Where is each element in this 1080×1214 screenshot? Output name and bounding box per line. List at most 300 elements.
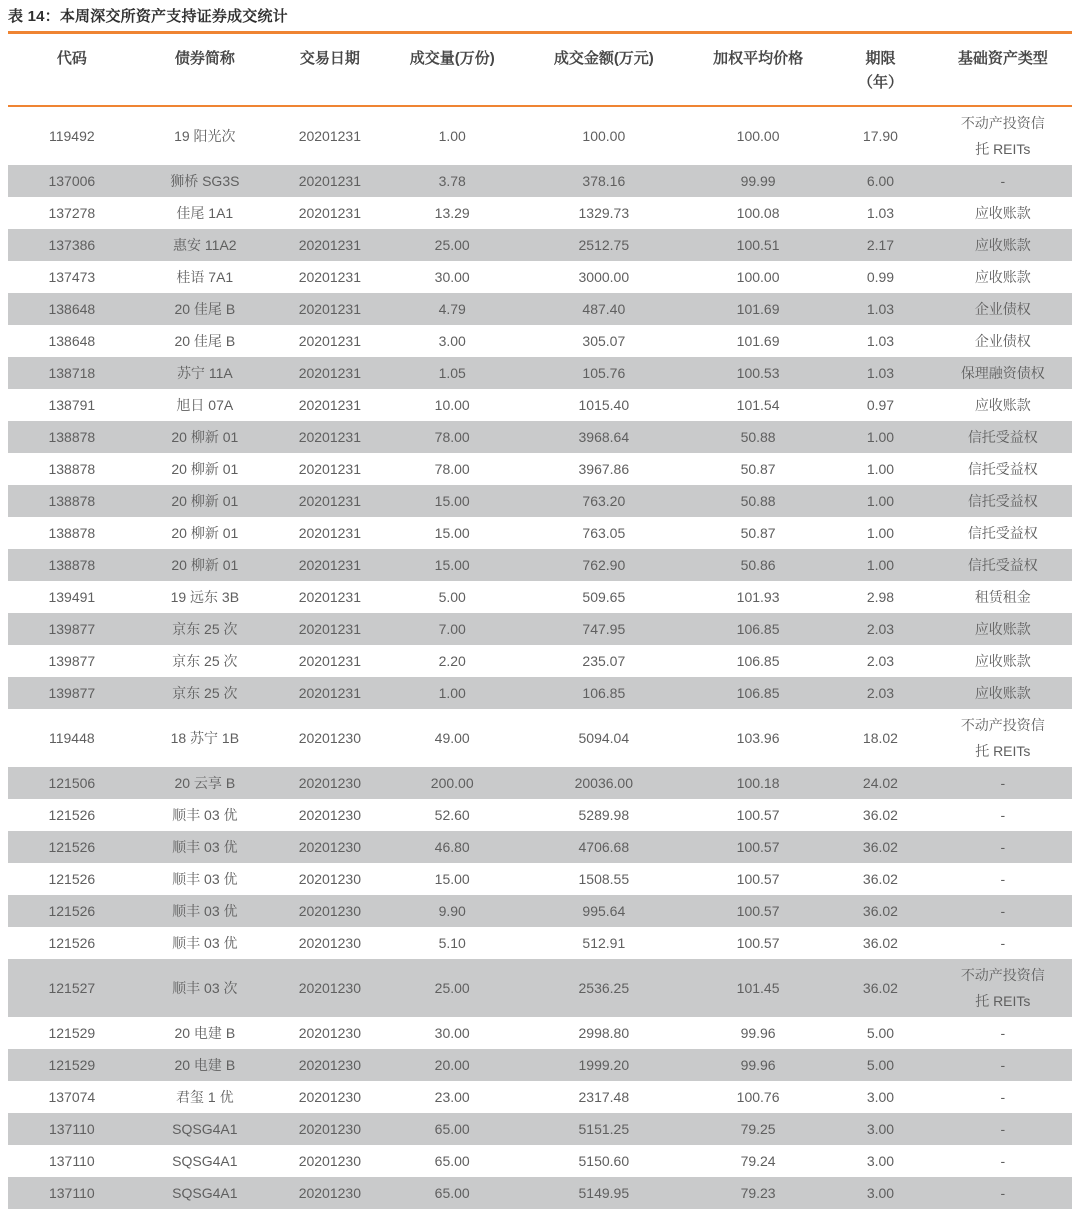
cell-code: 138648 [48, 333, 96, 349]
cell-term: 1.03 [866, 365, 895, 381]
cell-code: 138878 [48, 525, 96, 541]
cell-code: 137278 [48, 205, 96, 221]
cell-code: 137473 [48, 269, 96, 285]
cell-date: 20201231 [298, 653, 361, 669]
cell-date: 20201230 [298, 1057, 361, 1073]
cell-asset_type: - [1000, 871, 1006, 887]
cell-date: 20201230 [298, 839, 361, 855]
cell-date: 20201230 [298, 1121, 361, 1137]
cell-code: 139491 [48, 589, 96, 605]
cell-date: 20201231 [298, 173, 361, 189]
cell-date: 20201230 [298, 730, 361, 746]
cell-code: 138878 [48, 429, 96, 445]
cell-name: 20 柳新 01 [171, 493, 239, 509]
cell-price: 106.85 [736, 653, 780, 669]
table-row [8, 613, 1072, 645]
cell-price: 99.99 [740, 173, 776, 189]
col-header-asset-type: 基础资产类型 [934, 34, 1072, 106]
cell-date: 20201230 [298, 935, 361, 951]
cell-name: 京东 25 次 [172, 653, 238, 669]
cell-price: 50.87 [740, 525, 776, 541]
cell-asset_type: 应收账款 [974, 653, 1031, 669]
cell-term: 36.02 [862, 903, 898, 919]
cell-date: 20201230 [298, 1089, 361, 1105]
cell-code: 121526 [48, 903, 96, 919]
cell-volume: 9.90 [438, 903, 466, 919]
cell-date: 20201231 [298, 429, 361, 445]
table-row [8, 357, 1072, 389]
cell-term: 3.00 [866, 1121, 895, 1137]
col-header-name: 债券简称 [136, 34, 274, 106]
cell-asset_type: - [1000, 1121, 1006, 1137]
cell-volume: 15.00 [434, 557, 470, 573]
cell-volume: 78.00 [434, 461, 470, 477]
table-row [8, 767, 1072, 799]
cell-code: 137110 [48, 1153, 95, 1169]
table-header [8, 34, 1072, 106]
cell-asset_type: - [1000, 807, 1006, 823]
table-row [8, 645, 1072, 677]
cell-code: 121527 [48, 980, 96, 996]
cell-code: 138791 [48, 397, 96, 413]
cell-asset_type: - [1000, 775, 1006, 791]
cell-asset_type: 信托受益权 [967, 557, 1038, 573]
cell-volume: 1.00 [438, 128, 466, 144]
cell-term: 1.03 [866, 205, 895, 221]
cell-price: 50.87 [740, 461, 776, 477]
cell-amount: 995.64 [582, 903, 626, 919]
cell-amount: 3967.86 [578, 461, 630, 477]
cell-asset_type: 信托受益权 [967, 461, 1038, 477]
cell-name: 旭日 07A [176, 397, 234, 413]
table-row [8, 1081, 1072, 1113]
table-row [8, 261, 1072, 293]
cell-price: 100.57 [736, 903, 780, 919]
cell-date: 20201231 [298, 621, 361, 637]
cell-price: 106.85 [736, 621, 780, 637]
cell-term: 0.99 [866, 269, 895, 285]
cell-amount: 2998.80 [578, 1025, 630, 1041]
cell-term: 17.90 [862, 128, 898, 144]
cell-date: 20201230 [298, 775, 361, 791]
cell-code: 138648 [48, 301, 96, 317]
col-header-price: 加权平均价格 [689, 34, 827, 106]
cell-amount: 2536.25 [578, 980, 630, 996]
cell-date: 20201231 [298, 461, 361, 477]
cell-date: 20201230 [298, 807, 361, 823]
abs-trading-table [8, 34, 1072, 1209]
cell-volume: 3.00 [438, 333, 466, 349]
cell-name: 顺丰 03 优 [172, 903, 238, 919]
cell-volume: 65.00 [434, 1121, 470, 1137]
cell-amount: 5150.60 [578, 1153, 630, 1169]
cell-amount: 1999.20 [578, 1057, 630, 1073]
cell-date: 20201230 [298, 1153, 361, 1169]
cell-name: 惠安 11A2 [173, 237, 237, 253]
cell-term: 2.98 [866, 589, 895, 605]
table-row [8, 1177, 1072, 1209]
table-row [8, 197, 1072, 229]
cell-term: 36.02 [862, 839, 898, 855]
cell-asset_type: - [1000, 1089, 1006, 1105]
cell-amount: 762.90 [582, 557, 626, 573]
cell-term: 3.00 [866, 1185, 895, 1201]
cell-name: 苏宁 11A [176, 365, 233, 381]
col-header-volume: 成交量(万份) [386, 34, 519, 106]
cell-code: 121526 [48, 839, 96, 855]
cell-date: 20201230 [298, 1185, 361, 1201]
cell-term: 2.17 [866, 237, 895, 253]
cell-date: 20201231 [298, 557, 361, 573]
cell-term: 1.00 [866, 525, 895, 541]
cell-name: 20 云享 B [174, 775, 236, 791]
cell-name: 君玺 1 优 [176, 1089, 234, 1105]
cell-amount: 3968.64 [578, 429, 630, 445]
cell-date: 20201230 [298, 871, 361, 887]
cell-term: 2.03 [866, 653, 895, 669]
table-row [8, 1049, 1072, 1081]
cell-amount: 5094.04 [578, 730, 630, 746]
cell-date: 20201231 [298, 333, 361, 349]
col-header-amount: 成交金额(万元) [519, 34, 689, 106]
cell-price: 100.51 [736, 237, 780, 253]
cell-volume: 25.00 [434, 980, 470, 996]
cell-volume: 15.00 [434, 871, 470, 887]
cell-date: 20201231 [298, 301, 361, 317]
cell-volume: 1.00 [438, 685, 466, 701]
cell-price: 100.57 [736, 839, 780, 855]
cell-price: 100.57 [736, 871, 780, 887]
cell-amount: 5149.95 [578, 1185, 630, 1201]
cell-volume: 5.00 [438, 589, 466, 605]
table-body [8, 106, 1072, 1209]
cell-date: 20201231 [298, 685, 361, 701]
cell-volume: 7.00 [438, 621, 466, 637]
cell-amount: 235.07 [582, 653, 626, 669]
table-row [8, 677, 1072, 709]
cell-name: 20 柳新 01 [171, 429, 239, 445]
cell-volume: 15.00 [434, 493, 470, 509]
cell-asset_type: 租赁租金 [974, 589, 1031, 605]
cell-code: 121526 [48, 935, 96, 951]
cell-code: 121529 [48, 1057, 96, 1073]
cell-term: 36.02 [862, 980, 898, 996]
cell-term: 0.97 [866, 397, 895, 413]
cell-asset_type: - [1000, 839, 1006, 855]
cell-amount: 512.91 [582, 935, 626, 951]
cell-term: 24.02 [862, 775, 898, 791]
cell-name: 20 柳新 01 [171, 461, 239, 477]
cell-volume: 46.80 [434, 839, 470, 855]
cell-name: 20 柳新 01 [171, 557, 239, 573]
cell-date: 20201230 [298, 1025, 361, 1041]
cell-date: 20201231 [298, 128, 361, 144]
cell-date: 20201231 [298, 525, 361, 541]
col-header-term [827, 34, 933, 106]
cell-code: 138878 [48, 557, 96, 573]
cell-date: 20201231 [298, 589, 361, 605]
table-row [8, 927, 1072, 959]
cell-date: 20201231 [298, 493, 361, 509]
cell-amount: 509.65 [582, 589, 626, 605]
cell-volume: 4.79 [438, 301, 466, 317]
col-header-term-line1: 期限 [865, 50, 896, 67]
cell-code: 139877 [48, 685, 96, 701]
cell-amount: 4706.68 [578, 839, 630, 855]
cell-date: 20201231 [298, 237, 361, 253]
cell-name: SQSG4A1 [172, 1121, 238, 1137]
cell-term: 3.00 [866, 1153, 895, 1169]
cell-asset_type: 应收账款 [974, 685, 1031, 701]
cell-asset_type: 信托受益权 [967, 525, 1038, 541]
cell-term: 36.02 [862, 935, 898, 951]
header-row [8, 34, 1072, 106]
cell-price: 100.57 [736, 807, 780, 823]
cell-code: 139877 [48, 653, 96, 669]
cell-asset_type: 企业债权 [974, 301, 1031, 317]
cell-amount: 1015.40 [578, 397, 630, 413]
table-row [8, 421, 1072, 453]
cell-asset_type: - [1000, 1153, 1006, 1169]
cell-name: 20 佳尾 B [174, 333, 236, 349]
cell-code: 121506 [48, 775, 96, 791]
cell-price: 101.69 [736, 301, 780, 317]
cell-volume: 23.00 [434, 1089, 470, 1105]
table-row [8, 895, 1072, 927]
cell-term: 5.00 [866, 1025, 895, 1041]
cell-volume: 52.60 [434, 807, 470, 823]
cell-asset_type: 不动产投资信托 REITs [960, 967, 1045, 1009]
cell-code: 137110 [48, 1121, 95, 1137]
cell-price: 79.23 [740, 1185, 776, 1201]
cell-volume: 3.78 [438, 173, 466, 189]
cell-code: 137386 [48, 237, 96, 253]
cell-amount: 487.40 [582, 301, 626, 317]
cell-code: 137110 [48, 1185, 95, 1201]
cell-date: 20201230 [298, 903, 361, 919]
table-row [8, 863, 1072, 895]
cell-date: 20201231 [298, 269, 361, 285]
cell-price: 50.88 [740, 493, 776, 509]
cell-name: 顺丰 03 优 [172, 839, 238, 855]
cell-name: SQSG4A1 [172, 1185, 238, 1201]
table-row [8, 709, 1072, 767]
cell-amount: 763.05 [582, 525, 626, 541]
cell-term: 1.00 [866, 429, 895, 445]
cell-date: 20201231 [298, 205, 361, 221]
cell-asset_type: 信托受益权 [967, 493, 1038, 509]
cell-name: 20 佳尾 B [174, 301, 236, 317]
cell-asset_type: 应收账款 [974, 621, 1031, 637]
cell-code: 119492 [48, 128, 95, 144]
cell-term: 5.00 [866, 1057, 895, 1073]
cell-code: 121529 [48, 1025, 96, 1041]
cell-name: 20 电建 B [174, 1025, 236, 1041]
cell-price: 106.85 [736, 685, 780, 701]
cell-name: 20 柳新 01 [171, 525, 239, 541]
cell-amount: 5289.98 [578, 807, 630, 823]
cell-asset_type: 信托受益权 [967, 429, 1038, 445]
cell-volume: 20.00 [434, 1057, 470, 1073]
cell-code: 138878 [48, 493, 96, 509]
cell-price: 50.86 [740, 557, 776, 573]
cell-amount: 378.16 [582, 173, 626, 189]
col-header-term-line2: （年） [857, 74, 903, 91]
table-row [8, 293, 1072, 325]
cell-asset_type: 不动产投资信托 REITs [960, 717, 1045, 759]
cell-amount: 2512.75 [578, 237, 630, 253]
cell-amount: 2317.48 [578, 1089, 630, 1105]
cell-volume: 65.00 [434, 1185, 470, 1201]
cell-volume: 30.00 [434, 269, 470, 285]
table-row [8, 799, 1072, 831]
table-row [8, 831, 1072, 863]
table-row [8, 517, 1072, 549]
cell-date: 20201231 [298, 365, 361, 381]
cell-code: 137006 [48, 173, 96, 189]
table-row [8, 389, 1072, 421]
cell-code: 121526 [48, 871, 96, 887]
cell-price: 79.25 [740, 1121, 776, 1137]
cell-code: 139877 [48, 621, 96, 637]
cell-volume: 13.29 [434, 205, 470, 221]
cell-asset_type: 应收账款 [974, 205, 1031, 221]
cell-price: 101.45 [736, 980, 780, 996]
cell-amount: 106.85 [582, 685, 626, 701]
cell-price: 101.54 [736, 397, 780, 413]
cell-asset_type: 应收账款 [974, 397, 1031, 413]
cell-name: 18 苏宁 1B [170, 730, 240, 746]
cell-price: 100.76 [736, 1089, 780, 1105]
cell-amount: 1329.73 [578, 205, 630, 221]
cell-name: 狮桥 SG3S [170, 173, 240, 189]
cell-volume: 30.00 [434, 1025, 470, 1041]
cell-name: 顺丰 03 次 [172, 980, 238, 996]
cell-volume: 2.20 [438, 653, 466, 669]
cell-name: 桂语 7A1 [176, 269, 234, 285]
cell-asset_type: 保理融资债权 [960, 365, 1045, 381]
cell-name: 京东 25 次 [172, 621, 238, 637]
cell-code: 138718 [48, 365, 96, 381]
cell-asset_type: 不动产投资信托 REITs [960, 115, 1045, 157]
cell-price: 101.93 [736, 589, 780, 605]
cell-volume: 78.00 [434, 429, 470, 445]
cell-term: 18.02 [862, 730, 898, 746]
cell-asset_type: - [1000, 1057, 1006, 1073]
table-row [8, 485, 1072, 517]
table-row [8, 581, 1072, 613]
cell-price: 100.18 [736, 775, 780, 791]
cell-price: 79.24 [740, 1153, 776, 1169]
cell-volume: 25.00 [434, 237, 470, 253]
cell-amount: 20036.00 [574, 775, 634, 791]
cell-code: 137074 [48, 1089, 96, 1105]
cell-term: 1.00 [866, 557, 895, 573]
cell-term: 2.03 [866, 685, 895, 701]
cell-asset_type: - [1000, 1185, 1006, 1201]
cell-amount: 305.07 [582, 333, 626, 349]
cell-asset_type: 企业债权 [974, 333, 1031, 349]
cell-name: 顺丰 03 优 [172, 807, 238, 823]
table-row [8, 1145, 1072, 1177]
cell-amount: 3000.00 [578, 269, 630, 285]
cell-name: 顺丰 03 优 [172, 871, 238, 887]
cell-asset_type: - [1000, 173, 1006, 189]
cell-price: 100.08 [736, 205, 780, 221]
cell-amount: 1508.55 [578, 871, 630, 887]
cell-amount: 105.76 [582, 365, 626, 381]
cell-price: 100.53 [736, 365, 780, 381]
cell-volume: 1.05 [438, 365, 466, 381]
cell-term: 1.00 [866, 493, 895, 509]
cell-asset_type: - [1000, 1025, 1006, 1041]
cell-price: 103.96 [736, 730, 780, 746]
cell-price: 99.96 [740, 1025, 776, 1041]
cell-price: 100.00 [736, 128, 780, 144]
cell-price: 101.69 [736, 333, 780, 349]
cell-amount: 763.20 [582, 493, 626, 509]
cell-asset_type: 应收账款 [974, 237, 1031, 253]
cell-asset_type: - [1000, 903, 1006, 919]
table-row [8, 1113, 1072, 1145]
cell-name: 顺丰 03 优 [172, 935, 238, 951]
cell-date: 20201231 [298, 397, 361, 413]
cell-volume: 49.00 [434, 730, 470, 746]
cell-term: 3.00 [866, 1089, 895, 1105]
cell-name: 佳尾 1A1 [176, 205, 234, 221]
cell-code: 138878 [48, 461, 96, 477]
cell-term: 1.03 [866, 333, 895, 349]
col-header-date: 交易日期 [274, 34, 386, 106]
cell-code: 121526 [48, 807, 96, 823]
table-row [8, 549, 1072, 581]
cell-term: 1.03 [866, 301, 895, 317]
table-row [8, 106, 1072, 165]
cell-name: 19 阳光次 [174, 128, 236, 144]
cell-date: 20201230 [298, 980, 361, 996]
table-row [8, 229, 1072, 261]
cell-amount: 5151.25 [578, 1121, 630, 1137]
cell-price: 99.96 [740, 1057, 776, 1073]
cell-asset_type: - [1000, 935, 1006, 951]
cell-volume: 10.00 [434, 397, 470, 413]
cell-price: 100.00 [736, 269, 780, 285]
table-row [8, 453, 1072, 485]
cell-volume: 65.00 [434, 1153, 470, 1169]
table-row [8, 1017, 1072, 1049]
cell-name: SQSG4A1 [172, 1153, 238, 1169]
cell-volume: 15.00 [434, 525, 470, 541]
cell-name: 京东 25 次 [172, 685, 238, 701]
cell-price: 50.88 [740, 429, 776, 445]
table-row [8, 959, 1072, 1017]
cell-name: 20 电建 B [174, 1057, 236, 1073]
cell-term: 36.02 [862, 807, 898, 823]
table-row [8, 165, 1072, 197]
cell-asset_type: 应收账款 [974, 269, 1031, 285]
table-title: 表 14：本周深交所资产支持证券成交统计 [8, 8, 288, 25]
cell-term: 1.00 [866, 461, 895, 477]
cell-amount: 747.95 [582, 621, 626, 637]
cell-term: 36.02 [862, 871, 898, 887]
cell-name: 19 远东 3B [170, 589, 240, 605]
col-header-code: 代码 [8, 34, 136, 106]
cell-amount: 100.00 [582, 128, 626, 144]
cell-volume: 5.10 [438, 935, 466, 951]
cell-term: 6.00 [866, 173, 895, 189]
table-row [8, 325, 1072, 357]
cell-price: 100.57 [736, 935, 780, 951]
